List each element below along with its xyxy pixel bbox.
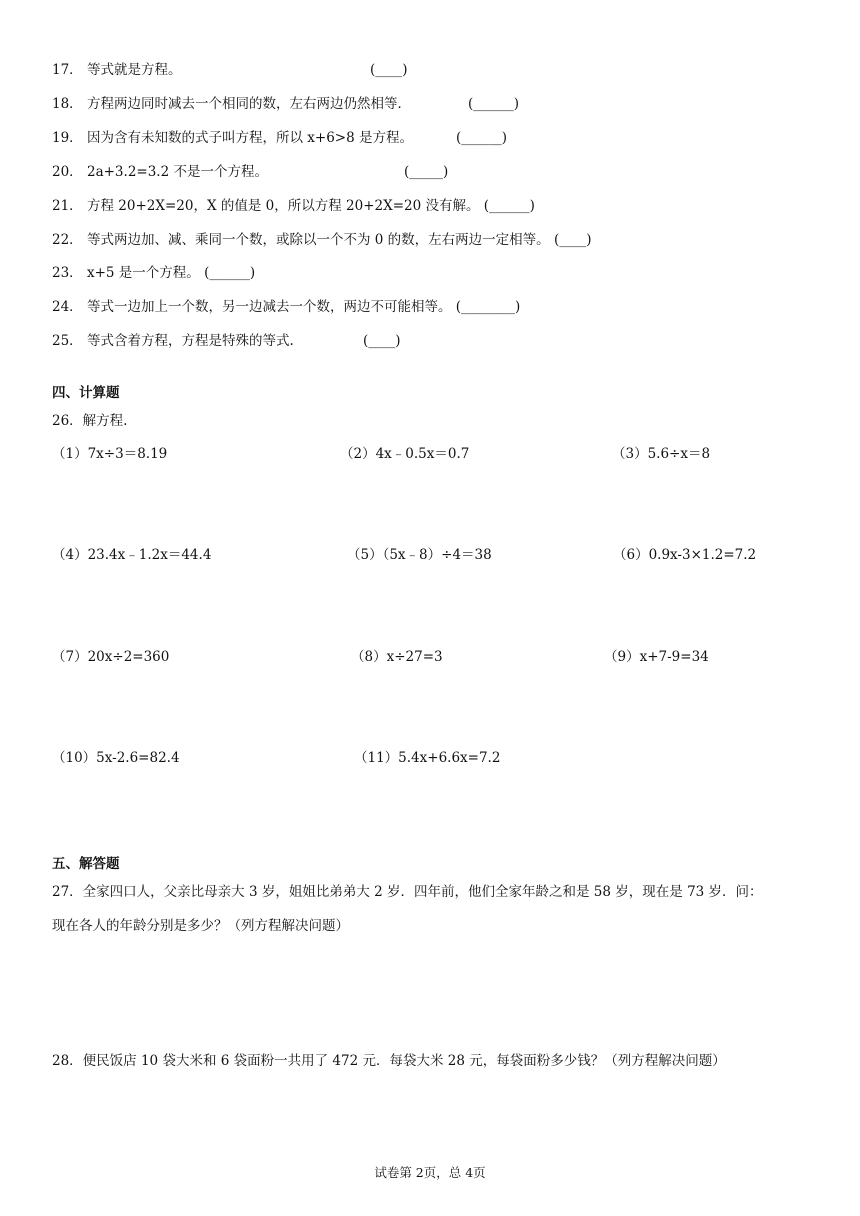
- answer-blank-18[interactable]: (______): [468, 96, 520, 112]
- item-text: 等式含着方程，方程是特殊的等式.: [86, 333, 294, 349]
- equation-9: （9）x+7-9=34: [604, 649, 709, 665]
- question-27-line-1: 27．全家四口人，父亲比母亲大 3 岁，姐姐比弟弟大 2 岁．四年前，他们全家年龄之和是 58 岁，现在是 73 岁．问：: [52, 884, 763, 900]
- item-number: 20．: [52, 164, 83, 180]
- answer-blank-25[interactable]: (____): [363, 333, 401, 349]
- answer-blank-21[interactable]: (______): [483, 198, 535, 214]
- equation-11: （11）5.4x+6.6x=7.2: [354, 750, 501, 766]
- item-number: 22．: [52, 232, 83, 248]
- equation-4: （4）23.4x﹣1.2x＝44.4: [52, 547, 212, 563]
- item-number: 23．: [52, 265, 83, 281]
- item-text: 等式就是方程。: [86, 62, 182, 78]
- equation-8: （8）x÷27=3: [351, 649, 443, 665]
- page-footer: 试卷第 2页，总 4页: [374, 1165, 486, 1180]
- question-28: 28．便民饭店 10 袋大米和 6 袋面粉一共用了 472 元．每袋大米 28 元，每袋面粉多少钱？（列方程解决问题）: [52, 1053, 726, 1069]
- answer-blank-23[interactable]: (______): [204, 265, 256, 281]
- answer-blank-20[interactable]: (_____): [404, 164, 449, 180]
- answer-blank-22[interactable]: (____): [553, 232, 592, 248]
- item-text: 2a+3.2=3.2 不是一个方程。: [86, 164, 268, 180]
- item-text: 等式一边加上一个数，另一边减去一个数，两边不可能相等。: [86, 299, 452, 315]
- equation-10: （10）5x-2.6=82.4: [52, 750, 180, 766]
- answer-blank-24[interactable]: (________): [455, 299, 521, 315]
- equation-5: （5）（5x﹣8）÷4＝38: [347, 547, 492, 563]
- judgement-item-17: [52, 62, 181, 78]
- section-title-word-problems: 五、解答题: [52, 856, 120, 872]
- item-text: x+5 是一个方程。: [86, 265, 200, 281]
- item-number: 24．: [52, 299, 83, 315]
- item-number: 19．: [52, 130, 83, 146]
- item-number: 18．: [52, 96, 83, 112]
- answer-blank-17[interactable]: (____): [370, 62, 408, 78]
- equation-3: （3）5.6÷x＝8: [612, 446, 711, 462]
- judgement-item-20: [52, 164, 268, 180]
- equation-1: （1）7x÷3＝8.19: [52, 446, 168, 462]
- judgement-item-22: [52, 232, 592, 248]
- question-26: 26．解方程.: [52, 413, 128, 429]
- judgement-item-24: [52, 299, 520, 315]
- judgement-item-19: [52, 130, 413, 146]
- judgement-item-21: [52, 198, 535, 214]
- judgement-item-25: [52, 333, 294, 349]
- judgement-item-23: [52, 265, 255, 281]
- item-text: 因为含有未知数的式子叫方程，所以 x+6>8 是方程。: [86, 130, 413, 146]
- item-text: 方程 20+2X=20，X 的值是 0，所以方程 20+2X=20 没有解。: [86, 198, 480, 214]
- judgement-item-18: [52, 96, 411, 112]
- question-27-line-2: 现在各人的年龄分别是多少？（列方程解决问题）: [52, 918, 349, 934]
- equation-6: （6）0.9x-3×1.2=7.2: [613, 547, 757, 563]
- answer-blank-19[interactable]: (______): [456, 130, 508, 146]
- item-text: 方程两边同时减去一个相同的数，左右两边仍然相等．: [86, 96, 411, 112]
- item-number: 25．: [52, 333, 83, 349]
- equation-2: （2）4x﹣0.5x＝0.7: [340, 446, 470, 462]
- item-text: 等式两边加、减、乘同一个数，或除以一个不为 0 的数，左右两边一定相等。: [86, 232, 550, 248]
- item-number: 17．: [52, 62, 83, 78]
- item-number: 21．: [52, 198, 83, 214]
- equation-7: （7）20x÷2=360: [52, 649, 170, 665]
- section-title-calculation: 四、计算题: [52, 385, 120, 401]
